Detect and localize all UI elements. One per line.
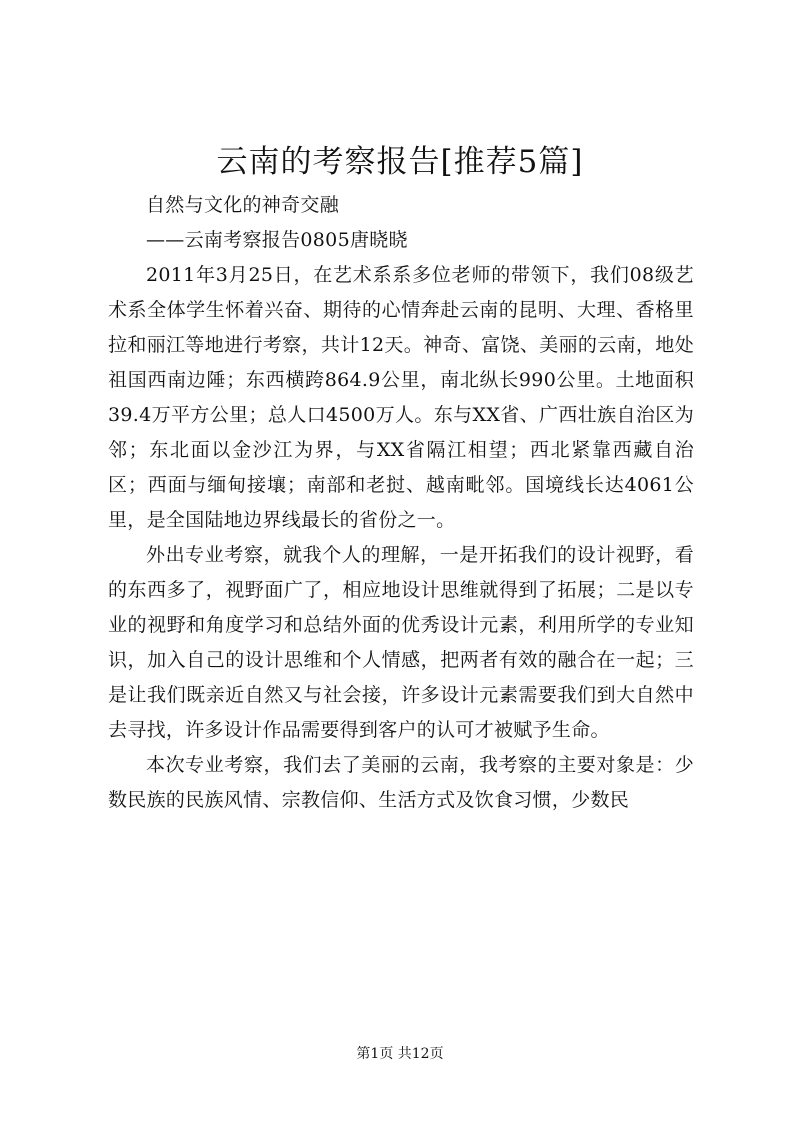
document-title: 云南的考察报告[推荐5篇] <box>216 144 584 180</box>
paragraph-3: 本次专业考察，我们去了美丽的云南，我考察的主要对象是：少数民族的民族风情、宗教信仰、生活方式及饮食习惯，少数民 <box>108 754 694 811</box>
document-subtitle: 自然与文化的神奇交融 <box>146 194 340 216</box>
document-body <box>108 188 694 818</box>
page-number-footer: 第1页 共12页 <box>356 1046 444 1062</box>
paragraph-2: 外出专业考察，就我个人的理解，一是开拓我们的设计视野，看的东西多了，视野面广了，相应地设计思维就得到了拓展；二是以专业的视野和角度学习和总结外面的优秀设计元素，利用所学的专业知识，加入自己的设计思维和个人情感，把两者有效的融合在一起；三是让我们既亲近自然又与社会接，许多设计元素需要我们到大自然中去寻找，许多设计作品需要得到客户的认可才被赋予生命。 <box>108 544 694 741</box>
document-byline: ——云南考察报告0805唐晓晓 <box>146 229 408 251</box>
paragraph-1: 2011年3月25日，在艺术系系多位老师的带领下，我们08级艺术系全体学生怀着兴奋、期待的心情奔赴云南的昆明、大理、香格里拉和丽江等地进行考察，共计12天。神奇、富饶、美丽的云南，地处祖国西南边陲；东西横跨864.9公里，南北纵长990公里。土地面积39.4万平方公里；总人口4500万人。东与XX省、广西壮族自治区为邻；东北面以金沙江为界，与XX省隔江相望；西北紧靠西藏自治区；西面与缅甸接壤；南部和老挝、越南毗邻。国境线长达4061公里，是全国陆地边界线最长的省份之一。 <box>108 264 694 531</box>
